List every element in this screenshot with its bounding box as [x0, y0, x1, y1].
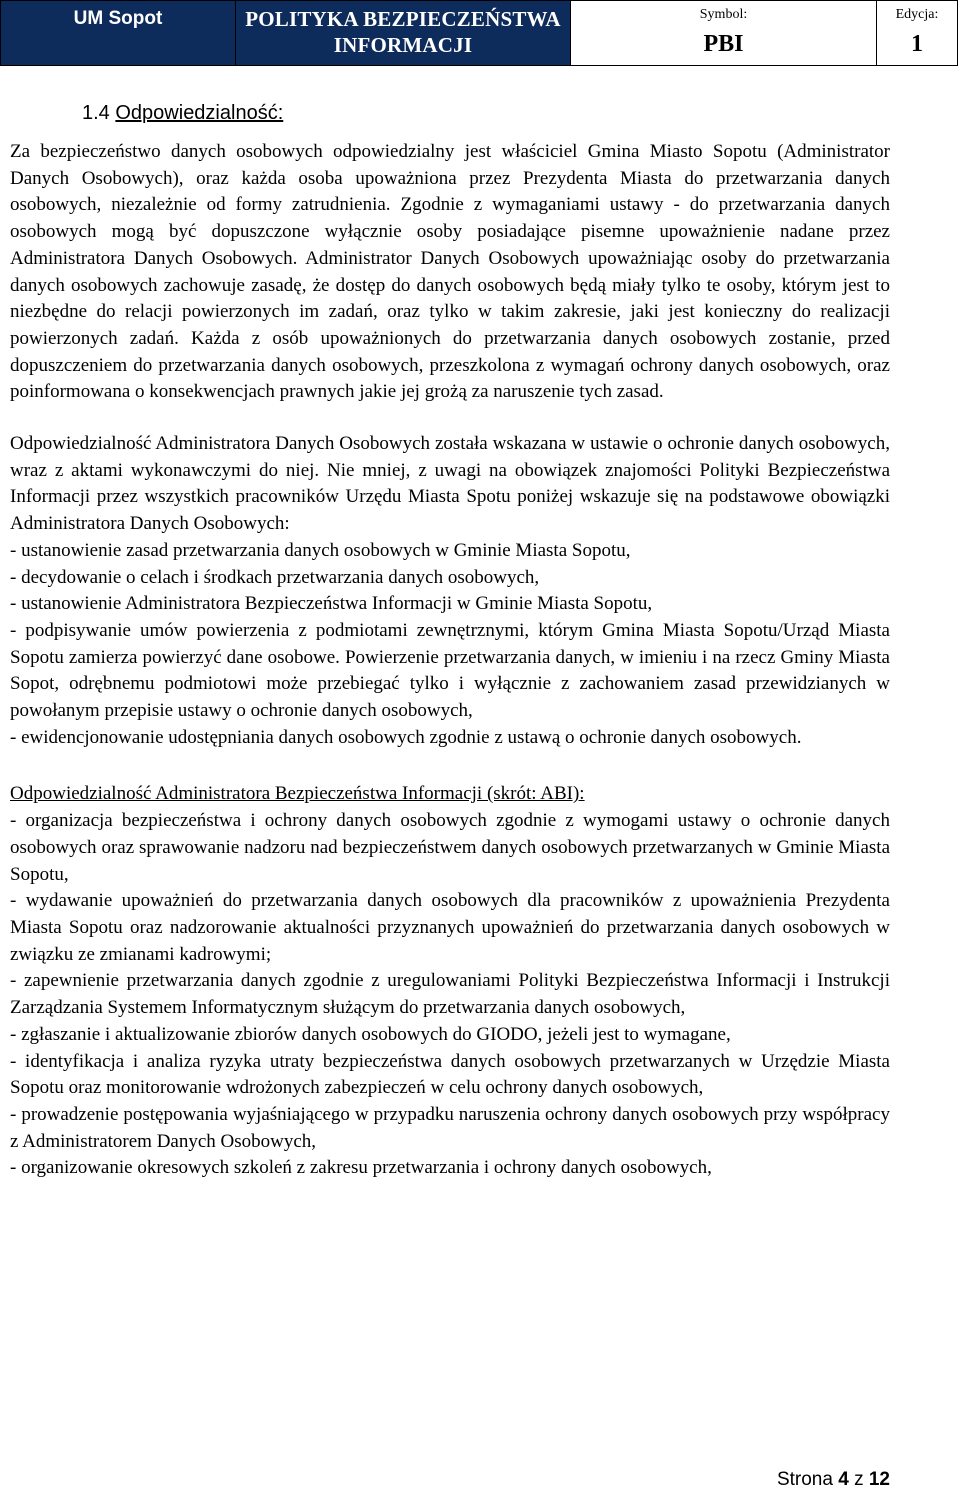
page-of: z: [854, 1469, 864, 1490]
page-total: 12: [868, 1469, 890, 1490]
header-document-title: [236, 1, 571, 65]
edition-value: 1: [911, 31, 923, 57]
abi-duty-item: - wydawanie upoważnień do przetwarzania danych osobowych dla pracowników z upoważnienia Prezydenta Miasta Sopotu oraz nadzorowanie aktualności przyznanych upoważnień do przetwarzania danych osobowych w związku ze zmianami kadrowymi;: [10, 890, 890, 965]
ado-duty-item: - ustanowienie Administratora Bezpieczeństwa Informacji w Gminie Miasta Sopotu,: [10, 593, 653, 615]
abi-duty-item: - zapewnienie przetwarzania danych zgodnie z uregulowaniami Polityki Bezpieczeństwa Informacji i Instrukcji Zarządzania Systemem Informatycznym służącym do przetwarzania danych osobowych,: [10, 970, 890, 1019]
document-title-line-2: INFORMACJI: [333, 33, 473, 57]
ado-duty-item: - ewidencjonowanie udostępniania danych osobowych zgodnie z ustawą o ochronie danych osobowych.: [10, 726, 802, 748]
ado-duty-item: - ustanowienie zasad przetwarzania danych osobowych w Gminie Miasta Sopotu,: [10, 539, 631, 561]
abi-duty-item: - organizowanie okresowych szkoleń z zakresu przetwarzania i ochrony danych osobowych,: [10, 1157, 712, 1179]
abi-duty-item: - zgłaszanie i aktualizowanie zbiorów danych osobowych do GIODO, jeżeli jest to wymagane,: [10, 1023, 731, 1045]
header-symbol-cell: [571, 1, 877, 65]
page-label: Strona: [776, 1469, 833, 1490]
document-body: [10, 100, 890, 1182]
symbol-value: PBI: [703, 31, 744, 57]
document-title-line-1: POLITYKA BEZPIECZEŃSTWA: [245, 7, 561, 31]
paragraph-ado-responsibility: Odpowiedzialność Administratora Danych Osobowych została wskazana w ustawie o ochronie danych osobowych, wraz z aktami wykonawczymi do niej. Nie mniej, z uwagi na obowiązek znajomości Polityki Bezpieczeństwa Informacji przez wszystkich pracowników Urzędu Miasta Spotu poniżej wskazuje się na podstawowe obowiązki Administratora Danych Osobowych:: [10, 433, 890, 535]
section-number: 1.4: [82, 102, 110, 124]
header-edition-cell: [877, 1, 957, 65]
symbol-label: Symbol:: [699, 7, 748, 22]
abi-duty-item: - identyfikacja i analiza ryzyka utraty bezpieczeństwa danych osobowych przetwarzanych w Urzędzie Miasta Sopotu oraz monitorowanie wdrożonych zabezpieczeń w celu ochrony danych osobowych,: [10, 1050, 890, 1099]
section-title: Odpowiedzialność:: [115, 102, 284, 124]
abi-heading: Odpowiedzialność Administratora Bezpieczeństwa Informacji (skrót: ABI):: [10, 783, 585, 805]
ado-duty-item: - decydowanie o celach i środkach przetwarzania danych osobowych,: [10, 566, 540, 588]
section-heading: [82, 100, 890, 126]
abi-duty-item: - prowadzenie postępowania wyjaśniającego w przypadku naruszenia ochrony danych osobowych przy współpracy z Administratorem Danych Osobowych,: [10, 1103, 890, 1152]
header-organization: [1, 1, 236, 65]
ado-duty-item: - podpisywanie umów powierzenia z podmiotami zewnętrznymi, którym Gmina Miasta Sopotu/Urząd Miasta Sopotu zamierza powierzyć dane osobowe. Powierzenie przetwarzania danych, w imieniu i na rzecz Gminy Miasta Sopot, odrębnemu podmiotowi może przebiegać tylko i wyłącznie z zachowaniem zasad przewidzianych w powołanym przepisie ustawy o ochronie danych osobowych,: [10, 619, 890, 722]
page-footer: [777, 1469, 890, 1491]
page-number: 4: [838, 1469, 849, 1490]
abi-duty-item: - organizacja bezpieczeństwa i ochrony danych osobowych zgodnie z wymogami ustawy o ochronie danych osobowych oraz sprawowanie nadzoru nad bezpieczeństwem danych osobowych przetwarzanych w Gminie Miasta Sopotu,: [10, 810, 890, 885]
edition-label: Edycja:: [895, 7, 939, 22]
paragraph-responsibility-intro: Za bezpieczeństwo danych osobowych odpowiedzialny jest właściciel Gmina Miasto Sopotu (Administrator Danych Osobowych), oraz każda osoba upoważniona przez Prezydenta Miasta do przetwarzania danych osobowych, niezależnie od formy zatrudnienia. Zgodnie z wymaganiami ustawy - do przetwarzania danych osobowych mogą być dopuszczone wyłącznie osoby posiadające pisemne upoważnienie nadane przez Administratora Danych Osobowych. Administrator Danych Osobowych upoważniając osoby do przetwarzania danych osobowych zachowuje zasadę, że dostęp do danych osobowych będą miały tylko te osoby, którym jest to niezbędne do relacji powierzonych im zadań, oraz tylko w takim zakresie, jaki jest konieczny do realizacji powierzonych zadań. Każda z osób upoważnionych do przetwarzania danych osobowych zostanie, przed dopuszczeniem do przetwarzania danych osobowych, przeszkolona z wymagań ochrony danych osobowych, oraz poinformowana o konsekwencjach prawnych jakie jej grożą za naruszenie tych zasad.: [10, 141, 890, 403]
document-header: [0, 0, 958, 66]
organization-name: UM Sopot: [73, 8, 163, 29]
